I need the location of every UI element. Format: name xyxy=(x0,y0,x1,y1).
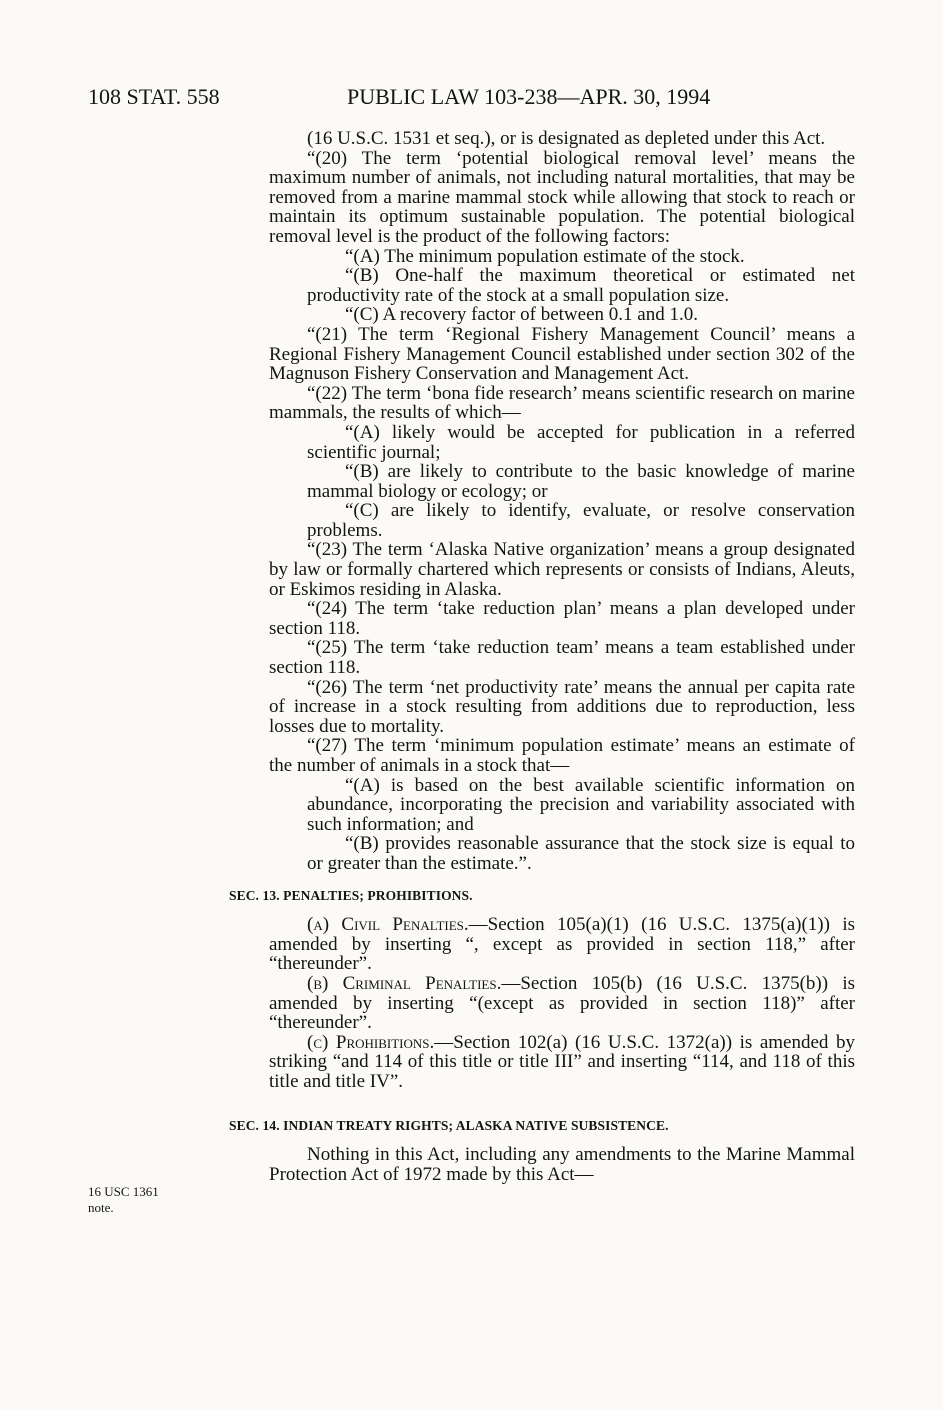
definition-23: “(23) The term ‘Alaska Native organization’ means a group designated by law or formally chartered which represents or consists of Indians, Aleuts, or Eskimos residing in Alaska. xyxy=(269,539,855,600)
section-13-a-head: (a) Civil Penalties. xyxy=(307,914,469,936)
margin-note-label: note. xyxy=(88,1200,114,1215)
definition-20-b: “(B) One-half the maximum theoretical or estimated net productivity rate of the stock at a small population size. xyxy=(307,265,855,306)
definition-27-a: “(A) is based on the best available scientific information on abundance, incorporating the precision and variability associated with such information; and xyxy=(307,774,855,835)
section-13-b xyxy=(269,974,855,1033)
public-law-title: PUBLIC LAW 103-238—APR. 30, 1994 xyxy=(347,84,711,109)
section-13-a xyxy=(269,915,855,974)
definition-20-c: “(C) A recovery factor of between 0.1 and 1.0. xyxy=(345,304,698,326)
margin-note-citation: 16 USC 1361 xyxy=(88,1184,159,1199)
definition-22-c: “(C) are likely to identify, evaluate, or resolve conservation problems. xyxy=(307,500,855,541)
section-13-a-text: —Section 105(a)(1) (16 U.S.C. 1375(a)(1)) is amended by inserting “, except as provided in section 118,” after “thereunder”. xyxy=(269,914,855,975)
section-13-b-text: —Section 105(b) (16 U.S.C. 1375(b)) is amended by inserting “(except as provided in section 118)” after “thereunder”. xyxy=(269,972,856,1034)
definition-24: “(24) The term ‘take reduction plan’ means a plan developed under section 118. xyxy=(269,598,855,639)
definition-20: “(20) The term ‘potential biological removal level’ means the maximum number of animals, not including natural mortalities, that may be removed from a marine mammal stock while allowing that stock to reach or maintain its optimum sustainable population. The potential biological removal level is the product of the following factors: xyxy=(269,147,855,247)
section-13-heading: SEC. 13. PENALTIES; PROHIBITIONS. xyxy=(229,887,473,903)
definition-21: “(21) The term ‘Regional Fishery Management Council’ means a Regional Fishery Management Council established under section 302 of the Magnuson Fishery Conservation and Management Act. xyxy=(269,323,855,385)
section-14-text: Nothing in this Act, including any amendments to the Marine Mammal Protection Act of 1972 made by this Act— xyxy=(269,1144,855,1185)
section-13-c-head: (c) Prohibitions. xyxy=(307,1031,435,1053)
section-13-c-text: —Section 102(a) (16 U.S.C. 1372(a)) is amended by striking “and 114 of this title or title III” and inserting “114, and 118 of this title and title IV”. xyxy=(269,1031,855,1092)
definition-22-a: “(A) likely would be accepted for publication in a referred scientific journal; xyxy=(307,421,855,463)
page-header xyxy=(0,84,943,114)
definition-27: “(27) The term ‘minimum population estimate’ means an estimate of the number of animals in a stock that— xyxy=(269,735,855,776)
definition-22-b: “(B) are likely to contribute to the basic knowledge of marine mammal biology or ecology; or xyxy=(307,461,855,502)
definition-22: “(22) The term ‘bona fide research’ means scientific research on marine mammals, the results of which— xyxy=(269,382,855,424)
margin-note xyxy=(88,1184,208,1216)
section-14-heading: SEC. 14. INDIAN TREATY RIGHTS; ALASKA NATIVE SUBSISTENCE. xyxy=(229,1117,669,1133)
stat-page-ref: 108 STAT. 558 xyxy=(88,84,220,109)
definition-20-a: “(A) The minimum population estimate of the stock. xyxy=(345,245,745,267)
continuation-paragraph: (16 U.S.C. 1531 et seq.), or is designated as depleted under this Act. xyxy=(307,128,826,149)
definition-26: “(26) The term ‘net productivity rate’ means the annual per capita rate of increase in a stock resulting from additions due to reproduction, less losses due to mortality. xyxy=(269,676,855,737)
definition-27-b: “(B) provides reasonable assurance that the stock size is equal to or greater than the estimate.”. xyxy=(307,833,855,874)
section-13-b-head: (b) Criminal Penalties. xyxy=(307,972,502,994)
section-13-c xyxy=(269,1033,855,1092)
definition-25: “(25) The term ‘take reduction team’ means a team established under section 118. xyxy=(269,637,855,679)
statute-body xyxy=(229,128,856,1185)
